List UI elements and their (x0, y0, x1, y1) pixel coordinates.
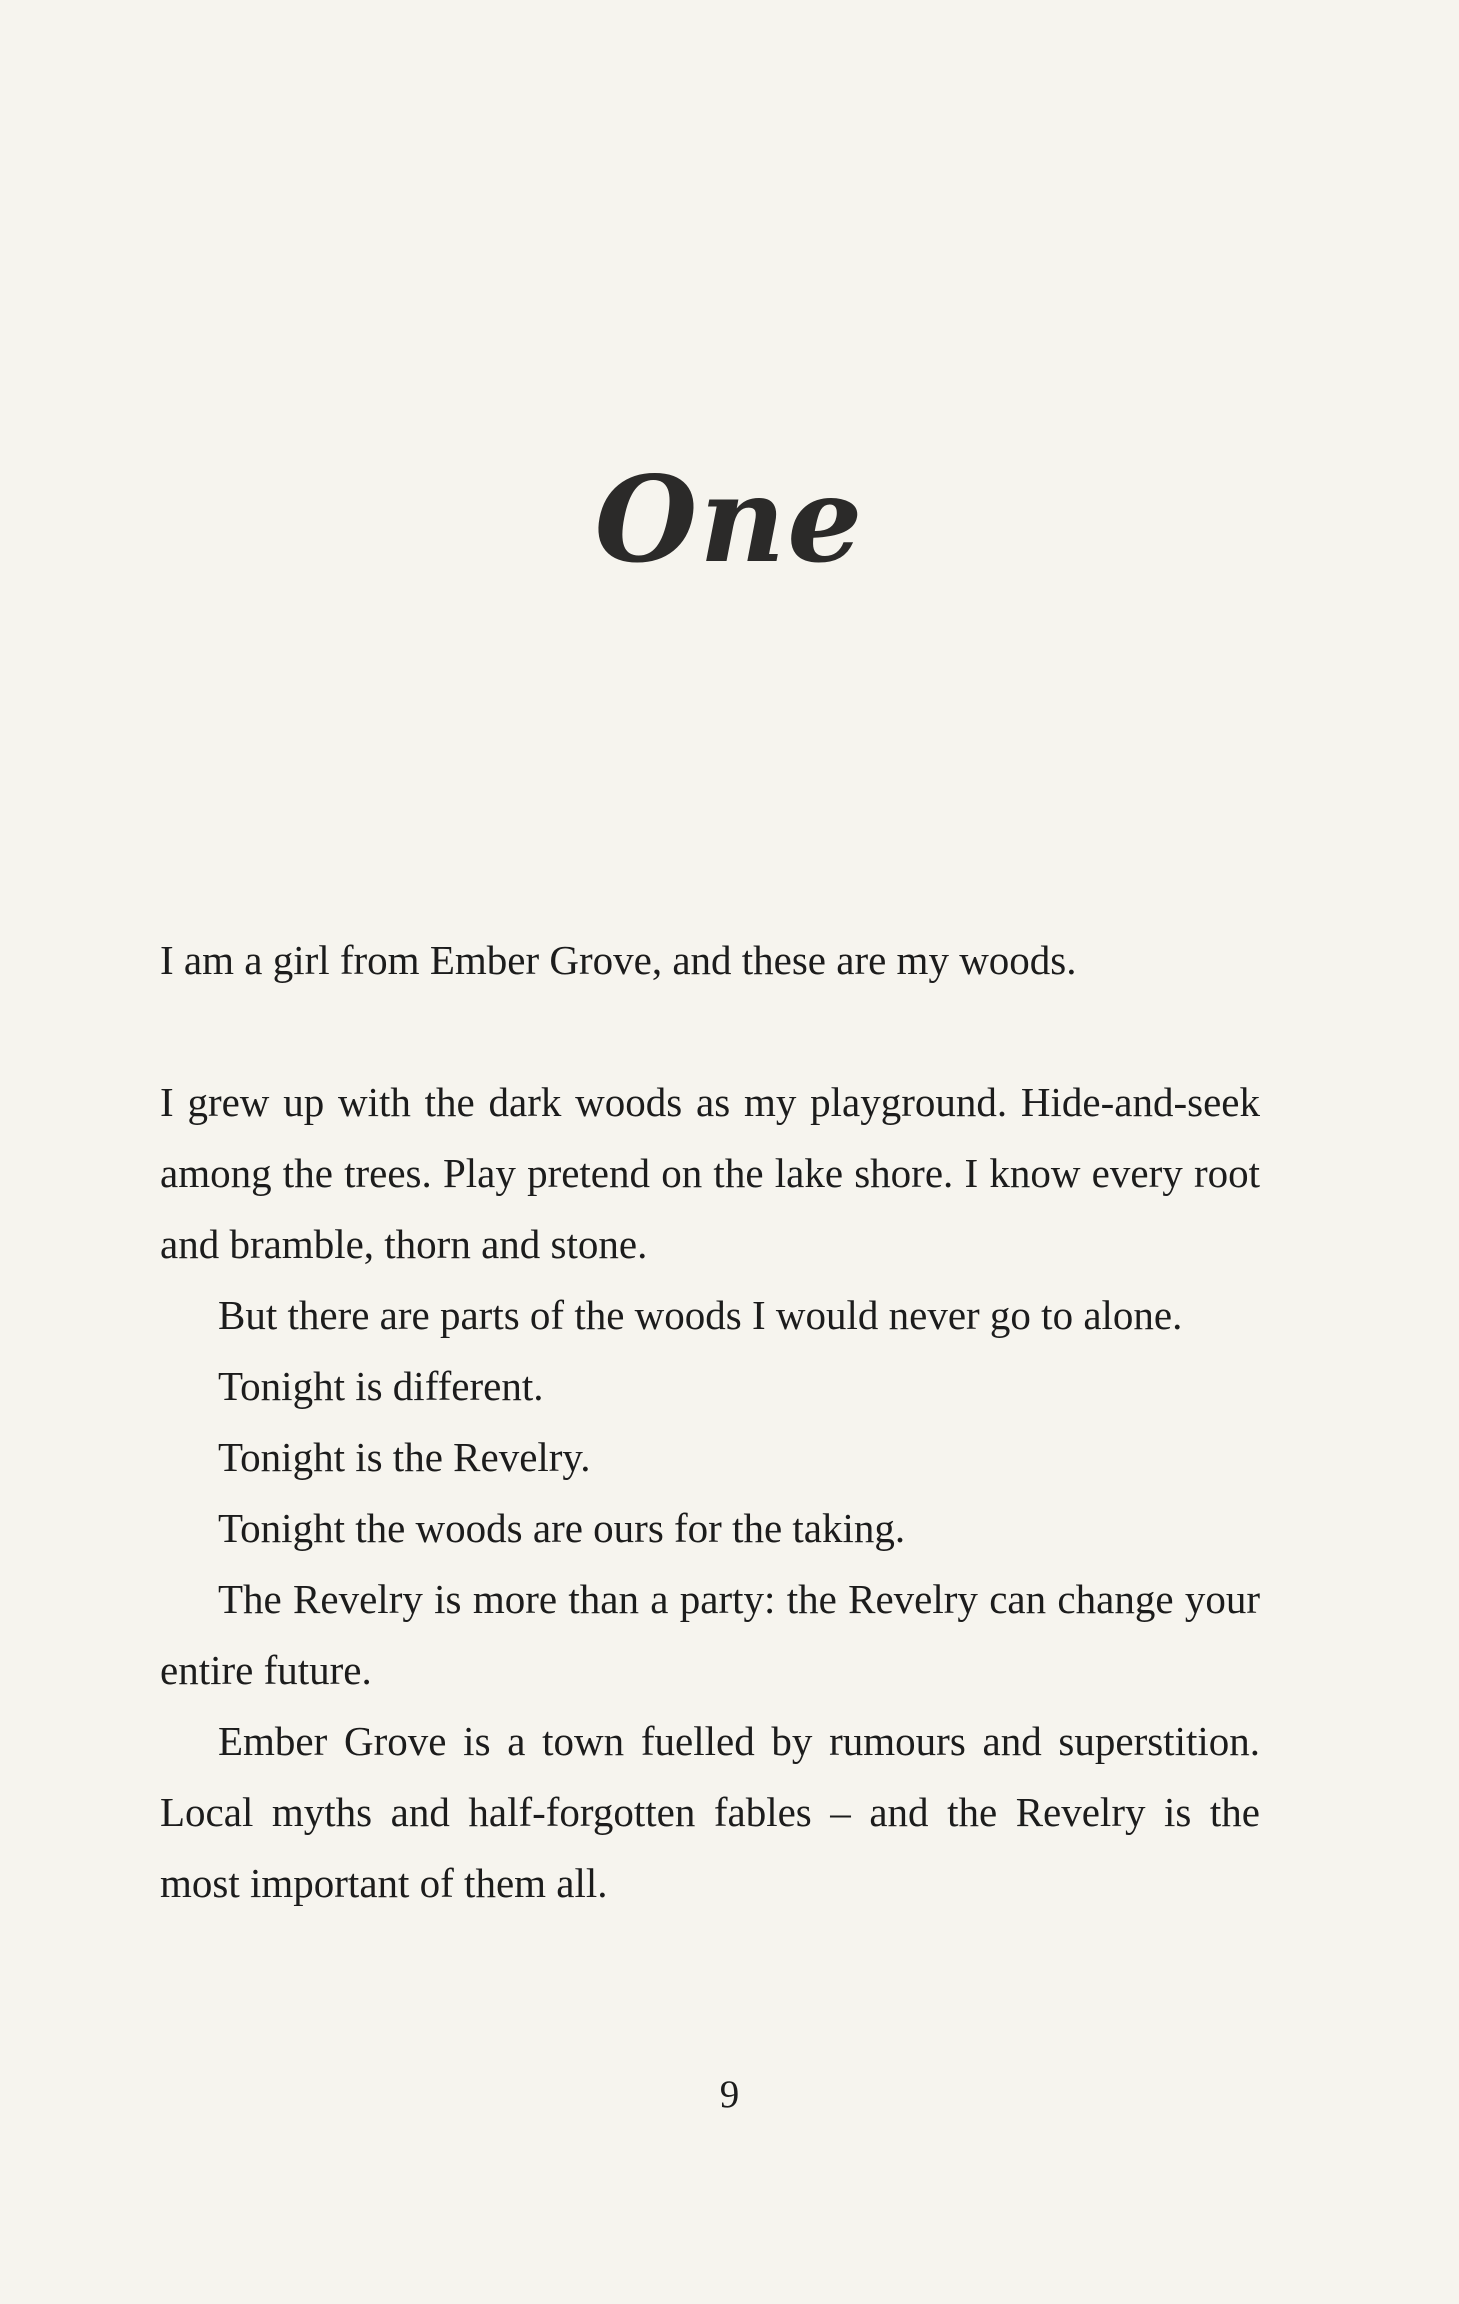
paragraph: I am a girl from Ember Grove, and these are my woods. (160, 937, 1077, 983)
chapter-body (160, 925, 1260, 1919)
paragraph: Tonight the woods are ours for the taking. (218, 1505, 906, 1551)
paragraph: The Revelry is more than a party: the Revelry can change your entire future. (160, 1576, 1260, 1693)
paragraph: I grew up with the dark woods as my playground. Hide-and-seek among the trees. Play pretend on the lake shore. I know every root and bramble, thorn and stone. (160, 1079, 1260, 1267)
paragraph: Ember Grove is a town fuelled by rumours and superstition. Local myths and half-forgotten fables – and the Revelry is the most important of them all. (160, 1718, 1260, 1906)
paragraph: But there are parts of the woods I would never go to alone. (218, 1292, 1183, 1338)
paragraph: Tonight is different. (218, 1363, 544, 1409)
page-number: 9 (719, 2073, 740, 2116)
chapter-title: One (594, 450, 865, 589)
paragraph: Tonight is the Revelry. (218, 1434, 591, 1480)
